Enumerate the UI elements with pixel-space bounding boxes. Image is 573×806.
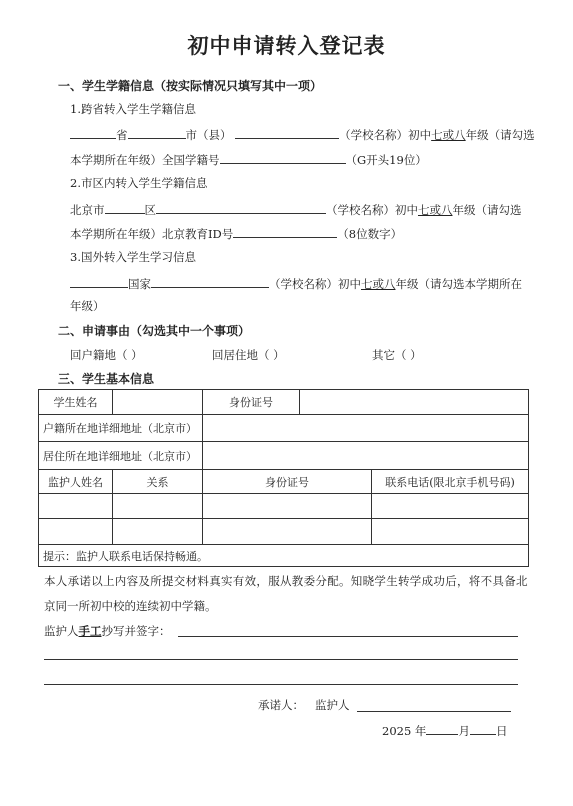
city-label: 市（县） [185, 128, 232, 142]
province-field[interactable] [70, 125, 116, 139]
grade-suffix: 年级（请勾选 [465, 128, 535, 142]
guardian-sign-label: 监护人 [315, 698, 350, 712]
relation-header: 关系 [113, 470, 203, 494]
grade-options-2[interactable]: 七或八 [418, 203, 453, 217]
student-name-label: 学生姓名 [39, 390, 113, 415]
pledge-line2: 京同一所初中校的连续初中学籍。 [44, 599, 217, 613]
guardian-id-header: 身份证号 [203, 470, 372, 494]
grade-options[interactable]: 七或八 [431, 128, 466, 142]
school-note: （学校名称）初中 [339, 128, 432, 142]
date-year: 2025 年 [382, 724, 427, 738]
hukou-address-label: 户籍所在地详细地址（北京市） [39, 415, 203, 442]
grade-options-3[interactable]: 七或八 [361, 277, 396, 291]
guardian-name-header: 监护人姓名 [39, 470, 113, 494]
district-field[interactable] [105, 200, 145, 214]
date-month: 月 [458, 724, 470, 738]
province-label: 省 [116, 128, 128, 142]
date-day: 日 [495, 724, 508, 738]
item3-line1 [70, 274, 522, 292]
reason-other[interactable]: 其它（ ） [372, 348, 422, 362]
beijing-id-note: （8位数字） [337, 227, 403, 241]
national-id-field[interactable] [220, 150, 346, 164]
section2-heading: 二、申请事由（勾选其中一个事项） [58, 324, 251, 338]
hukou-address-cell[interactable] [203, 415, 529, 442]
copy-line-1[interactable] [178, 636, 518, 637]
sign-hand: 手工 [78, 624, 102, 638]
guardian-name-cell[interactable] [39, 519, 113, 545]
student-id-label: 身份证号 [203, 390, 300, 415]
school-field-3[interactable] [151, 274, 269, 288]
residence-address-label: 居住所在地详细地址（北京市） [39, 442, 203, 470]
item2-line2 [70, 224, 402, 242]
guardian-id-cell[interactable] [203, 494, 372, 519]
item3-line2: 年级） [70, 299, 105, 313]
phone-cell[interactable] [372, 519, 529, 545]
copy-line-3[interactable] [44, 684, 518, 685]
student-name-cell[interactable] [113, 390, 203, 415]
guardian-name-cell[interactable] [39, 494, 113, 519]
item1-line1 [70, 125, 535, 143]
district-label: 区 [144, 203, 156, 217]
school-note-2: （学校名称）初中 [326, 203, 418, 217]
promisor-label: 承诺人： [258, 698, 304, 712]
reason-residence[interactable]: 回居住地（ ） [212, 348, 285, 362]
residence-address-cell[interactable] [203, 442, 529, 470]
school-field[interactable] [235, 125, 339, 139]
table-note: 提示：监护人联系电话保持畅通。 [39, 545, 529, 567]
beijing-id-field[interactable] [233, 224, 337, 238]
page-title: 初中申请转入登记表 [187, 33, 386, 58]
sign-instruction [44, 623, 171, 639]
item1-label: 1.跨省转入学生学籍信息 [70, 102, 196, 116]
phone-cell[interactable] [372, 494, 529, 519]
day-field[interactable] [470, 721, 496, 735]
section1-heading: 一、学生学籍信息（按实际情况只填写其中一项） [58, 79, 323, 93]
item2-line2-prefix: 本学期所在年级）北京教育ID号 [70, 227, 234, 241]
sign-suffix: 抄写并签字： [101, 624, 171, 638]
item2-line1 [70, 200, 522, 218]
item2-label: 2.市区内转入学生学籍信息 [70, 176, 208, 190]
grade-suffix-2: 年级（请勾选 [452, 203, 522, 217]
student-info-table [38, 389, 529, 567]
phone-header: 联系电话(限北京手机号码) [372, 470, 529, 494]
country-label: 国家 [128, 277, 151, 291]
item3-label: 3.国外转入学生学习信息 [70, 250, 196, 264]
guardian-id-cell[interactable] [203, 519, 372, 545]
country-field[interactable] [70, 274, 128, 288]
pledge-line1: 本人承诺以上内容及所提交材料真实有效，服从教委分配。知晓学生转学成功后，将不具备北 [44, 574, 528, 588]
beijing-label: 北京市 [70, 203, 105, 217]
sign-prefix: 监护人 [44, 624, 79, 638]
school-field-2[interactable] [156, 200, 326, 214]
city-field[interactable] [128, 125, 186, 139]
relation-cell[interactable] [113, 519, 203, 545]
student-id-cell[interactable] [300, 390, 529, 415]
item1-line2 [70, 150, 427, 168]
item1-line2-prefix: 本学期所在年级）全国学籍号 [70, 153, 220, 167]
date-row [382, 721, 507, 739]
copy-line-2[interactable] [44, 659, 518, 660]
national-id-note: （G开头19位） [345, 153, 427, 167]
grade-suffix-3: 年级（请勾选本学期所在 [395, 277, 522, 291]
month-field[interactable] [426, 721, 458, 735]
school-note-3: （学校名称）初中 [269, 277, 361, 291]
section3-heading: 三、学生基本信息 [58, 372, 155, 386]
relation-cell[interactable] [113, 494, 203, 519]
reason-hukou[interactable]: 回户籍地（ ） [70, 348, 143, 362]
guardian-sign-line[interactable] [357, 711, 511, 712]
